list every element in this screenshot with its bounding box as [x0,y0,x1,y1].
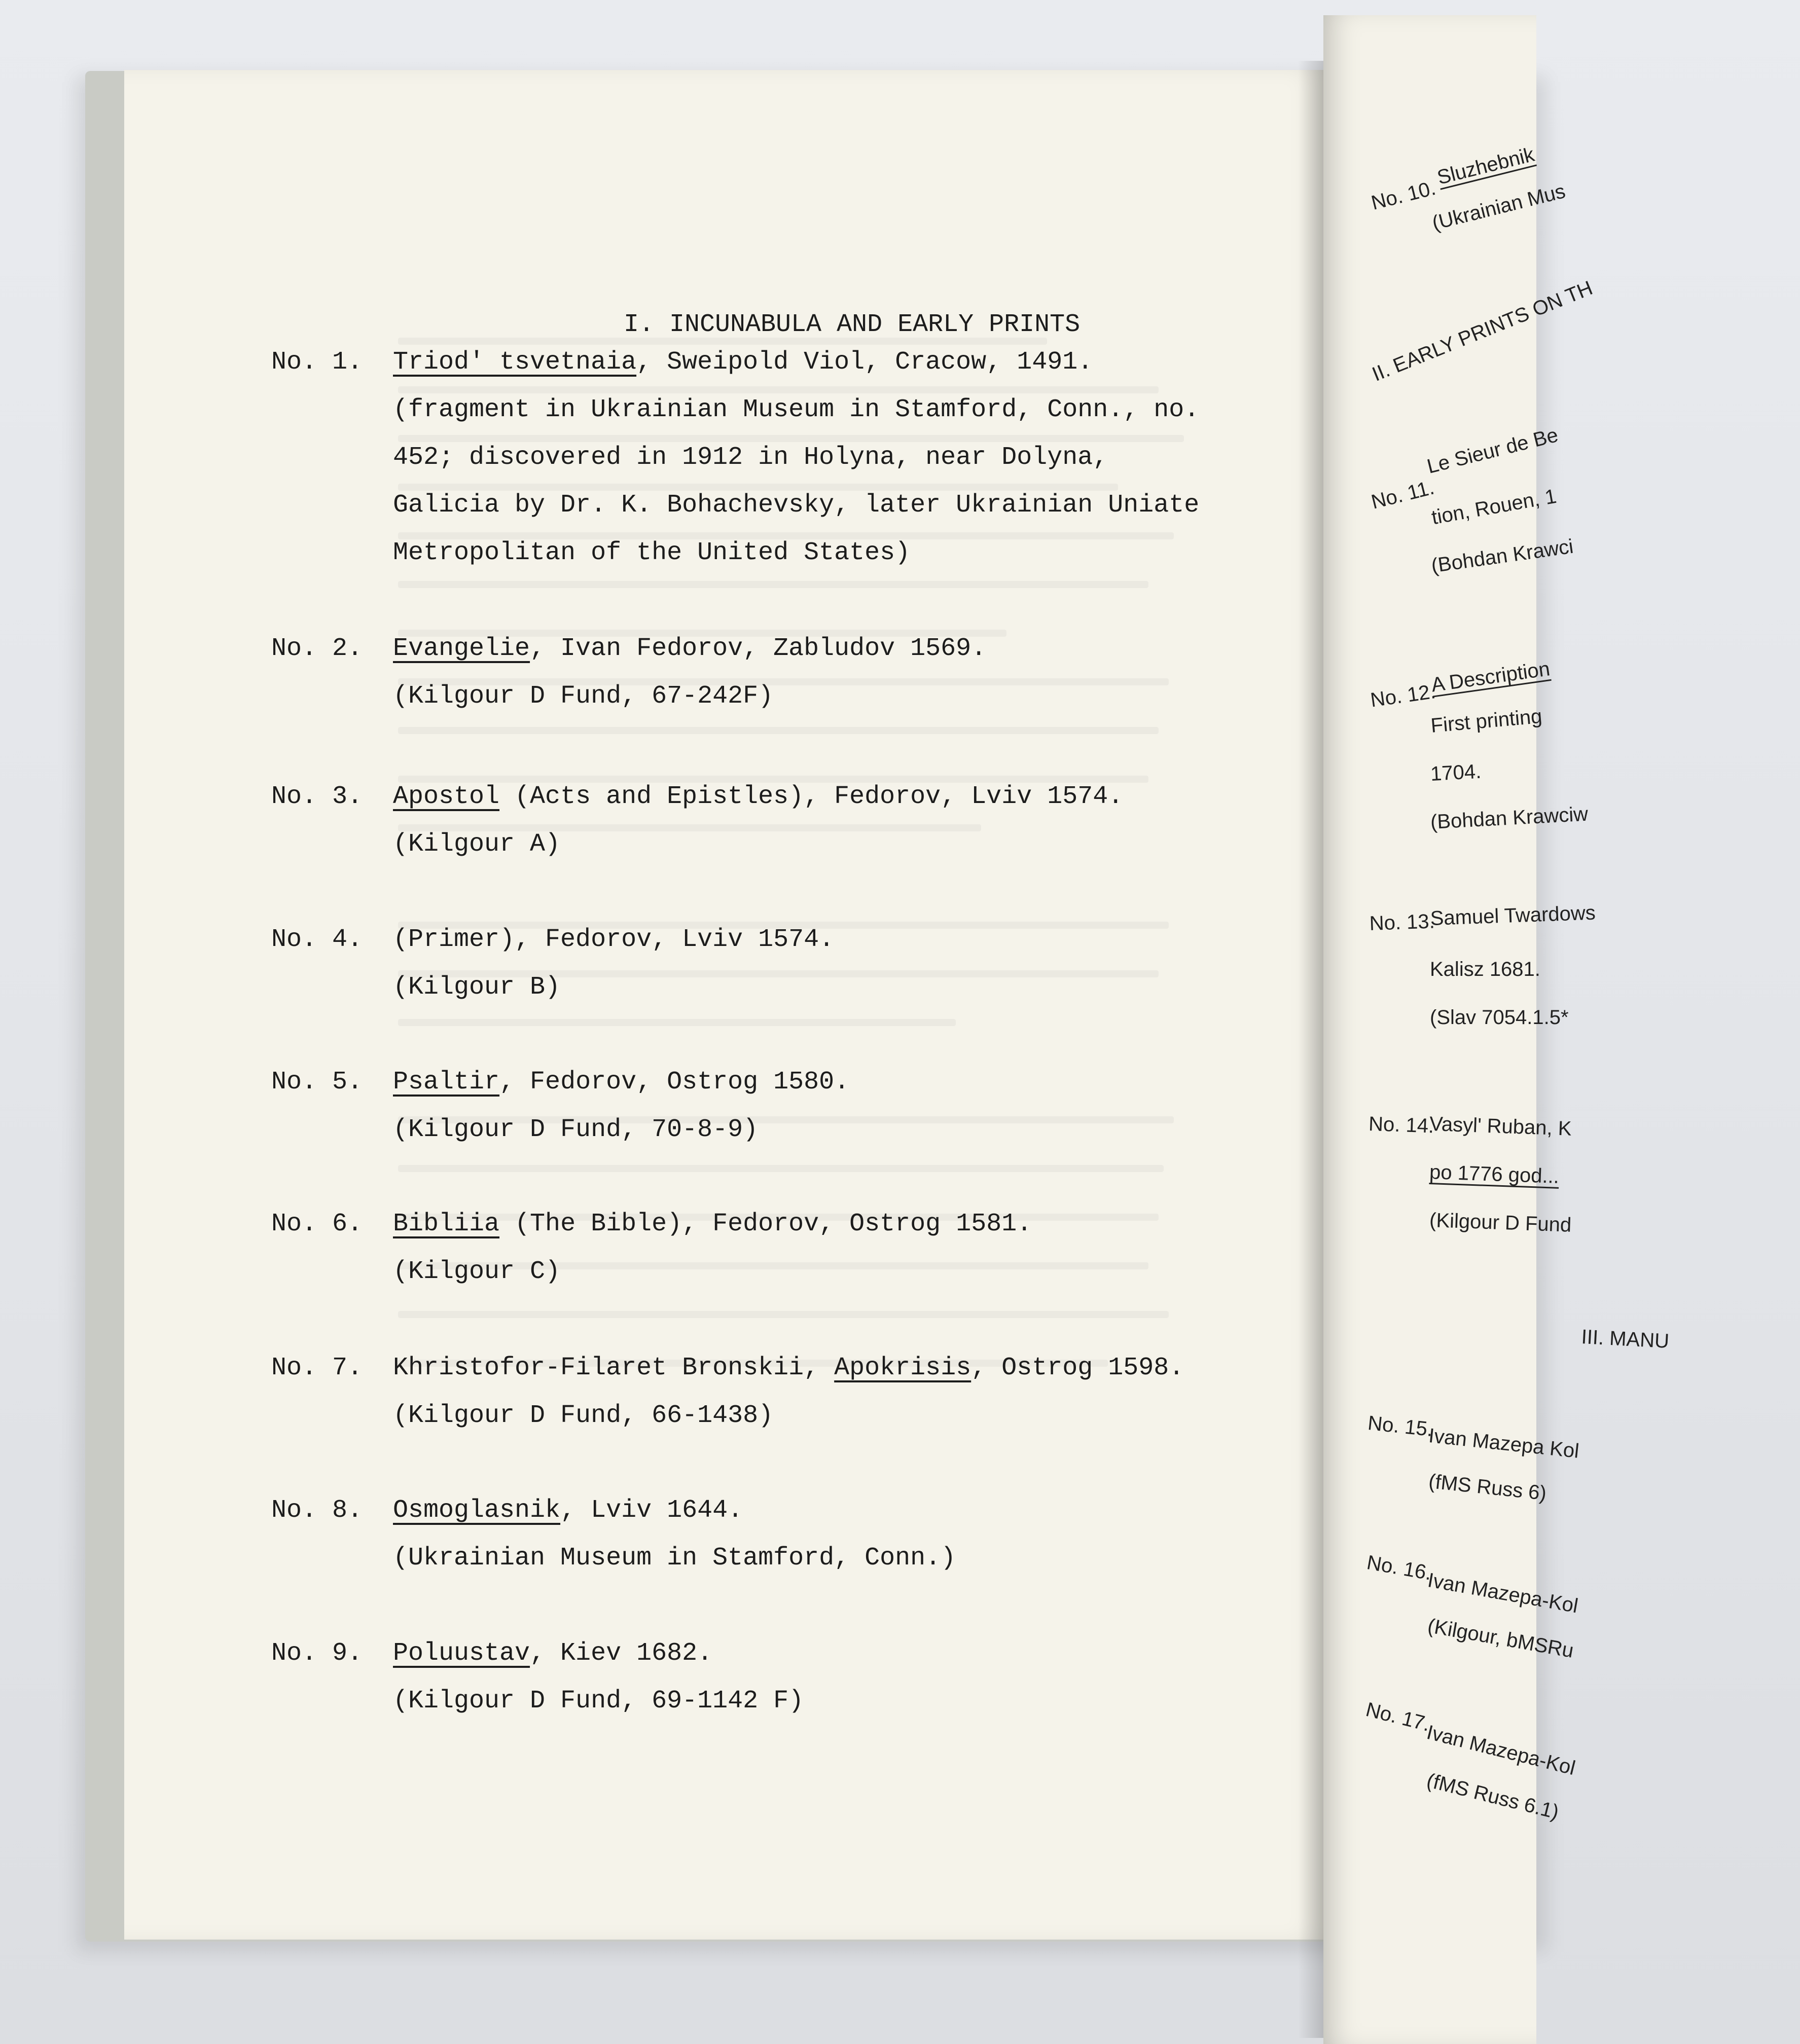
right-page-text-segment: No. 13. [1369,910,1435,935]
entry-first-line [393,916,834,964]
section-title: I. INCUNABULA AND EARLY PRINTS [624,310,1081,339]
right-page-text-segment: (Kilgour D Fund [1429,1209,1572,1236]
right-page-line [1369,680,1437,712]
entry-first-line [393,773,1123,821]
entry-details: , Lviv 1644. [560,1496,743,1525]
entry-number: No. 2. [271,634,363,663]
right-page-line [1429,1113,1572,1141]
right-page-line [1430,958,1540,981]
entry-number: No. 7. [271,1354,363,1382]
entry-first-line [393,1487,956,1535]
right-page-line [1369,477,1436,514]
entry-number: No. 9. [271,1639,363,1668]
entry-number: No. 8. [271,1496,363,1525]
right-page-line [1426,1615,1575,1663]
right-page-line [1430,705,1543,738]
right-page-text-segment: Vasyl' Ruban, K [1429,1113,1572,1140]
right-page-line [1430,535,1575,578]
right-page-line [1581,1326,1670,1353]
right-page-text-segment: No. 14. [1368,1113,1434,1138]
entry-body [393,773,1123,868]
right-page-line [1427,1425,1580,1463]
right-page [1323,15,1670,2044]
right-page-text-segment: Ivan Mazepa Kol [1427,1425,1580,1463]
right-page-text-segment: (Ukrainian Mus [1430,179,1568,235]
entry-details: (Primer), Fedorov, Lviv 1574. [393,925,835,954]
entry-details: , Sweipold Viol, Cracow, 1491. [636,348,1093,377]
right-page-text-segment: No. 11. [1369,476,1436,514]
entry-note-line: (Kilgour D Fund, 69-1142 F) [393,1687,804,1716]
entry-number: No. 3. [271,782,363,811]
right-page-text-segment: No. 16. [1365,1551,1434,1585]
right-page-line [1430,902,1596,930]
right-page-text-segment: Ivan Mazepa-Kol [1426,1569,1580,1618]
right-page-text-segment: Le Sieur de Be [1425,423,1561,478]
entry-note-line: 452; discovered in 1912 in Holyna, near Dolyna, [393,443,1108,472]
right-page-line [1369,177,1438,215]
entry-title: Evangelie [393,634,530,663]
right-page-text-segment: tion, Rouen, 1 [1430,485,1558,529]
right-page-text-segment: (Bohdan Krawci [1430,535,1575,577]
right-page-title-segment: po 1776 god... [1429,1161,1560,1188]
entry-number: No. 1. [271,348,363,377]
right-page-text-segment: First printing [1430,705,1543,737]
right-page-line [1424,1721,1577,1780]
entry-first-line [393,1058,849,1106]
entry-number: No. 4. [271,925,363,954]
entry-title: Bibliia [393,1210,500,1238]
entry-note-line: (fragment in Ukrainian Museum in Stamford, Conn., no. [393,395,1200,424]
right-page-text-segment: No. 15. [1366,1412,1434,1441]
entry-details: , Kiev 1682. [530,1639,713,1668]
right-page-line [1435,143,1537,190]
entry-number: No. 5. [271,1068,363,1097]
right-page-text-segment: (Bohdan Krawciw [1430,802,1589,833]
right-page-text-segment: Samuel Twardows [1430,901,1596,930]
left-page [124,70,1326,1940]
entry-first-line [393,1200,1032,1248]
entry-first-line [393,339,1199,386]
right-page-text-segment: No. 12. [1369,680,1437,712]
right-page-text-segment: Kalisz 1681. [1430,958,1540,980]
right-page-text-segment: (Kilgour, bMSRu [1426,1615,1575,1662]
entry-body [393,1200,1032,1296]
entry-author: Khristofor-Filaret Bronskii, [393,1354,835,1382]
right-page-line [1365,1551,1433,1585]
entry-details: (Acts and Epistles), Fedorov, Lviv 1574. [499,782,1124,811]
entry-body [393,1344,1184,1440]
entry-first-line [393,625,986,673]
entry-note-line: (Ukrainian Museum in Stamford, Conn.) [393,1544,956,1573]
entry-note-line: (Kilgour A) [393,830,561,859]
entry-details: , Ivan Fedorov, Zabludov 1569. [530,634,987,663]
entry-body [393,916,834,1011]
entry-details: (The Bible), Fedorov, Ostrog 1581. [499,1210,1032,1238]
entry-body [393,339,1199,577]
entry-first-line [393,1630,804,1677]
entry-title: Osmoglasnik [393,1496,561,1525]
right-page-line [1430,180,1568,235]
right-page-text-segment: Ivan Mazepa-Kol [1424,1721,1578,1780]
right-page-line [1430,803,1589,834]
entry-body [393,1058,849,1154]
right-page-text-segment: (fMS Russ 6) [1427,1470,1548,1505]
right-page-line [1429,1209,1572,1237]
entry-note-line: (Kilgour D Fund, 66-1438) [393,1401,774,1430]
entry-note-line: (Kilgour D Fund, 70-8-9) [393,1115,759,1144]
entry-note-line: Galicia by Dr. K. Bohachevsky, later Ukrainian Uniate [393,491,1200,520]
entry-title: Poluustav [393,1639,530,1668]
entry-body [393,1487,956,1582]
right-page-line [1430,658,1552,697]
entry-body [393,625,986,720]
right-page-line [1369,910,1435,935]
entry-body [393,1630,804,1725]
right-page-line [1363,1698,1432,1736]
right-page-line [1429,1161,1559,1188]
right-page-text-segment: (fMS Russ 6.1) [1424,1769,1561,1824]
right-page-line [1430,1006,1569,1029]
right-page-line [1430,760,1482,786]
right-page-line [1426,1569,1579,1618]
entry-title: Apostol [393,782,500,811]
right-page-text-segment: III. MANU [1580,1326,1670,1353]
entry-title: Apokrisis [834,1354,971,1382]
right-page-title-segment: Sluzhebnik [1435,143,1537,189]
entry-title: Psaltir [393,1068,500,1097]
right-page-text [1344,15,1800,2044]
right-page-text-segment: No. 17. [1363,1698,1433,1736]
entry-note-line: (Kilgour C) [393,1257,561,1286]
entry-first-line [393,1344,1184,1392]
right-page-line [1369,277,1596,386]
entry-details: , Ostrog 1598. [971,1354,1184,1382]
entry-title: Triod' tsvetnaia [393,348,637,377]
entry-note-line: (Kilgour B) [393,973,561,1002]
right-page-line [1366,1412,1434,1441]
right-page-line [1425,424,1561,479]
right-page-line [1424,1769,1561,1824]
entry-note-line: (Kilgour D Fund, 67-242F) [393,682,774,711]
right-page-text-segment: (Slav 7054.1.5* [1430,1006,1569,1029]
entry-details: , Fedorov, Ostrog 1580. [499,1068,850,1097]
right-page-text-segment: II. EARLY PRINTS ON TH [1369,276,1596,386]
entry-number: No. 6. [271,1210,363,1238]
right-page-line [1430,485,1558,530]
entry-note-line: Metropolitan of the United States) [393,538,911,567]
right-page-line [1368,1113,1434,1138]
right-page-title-segment: A Description [1430,658,1552,697]
right-page-line [1427,1470,1547,1505]
right-page-text-segment: No. 10. [1369,176,1438,214]
right-page-text-segment: 1704. [1430,760,1482,785]
